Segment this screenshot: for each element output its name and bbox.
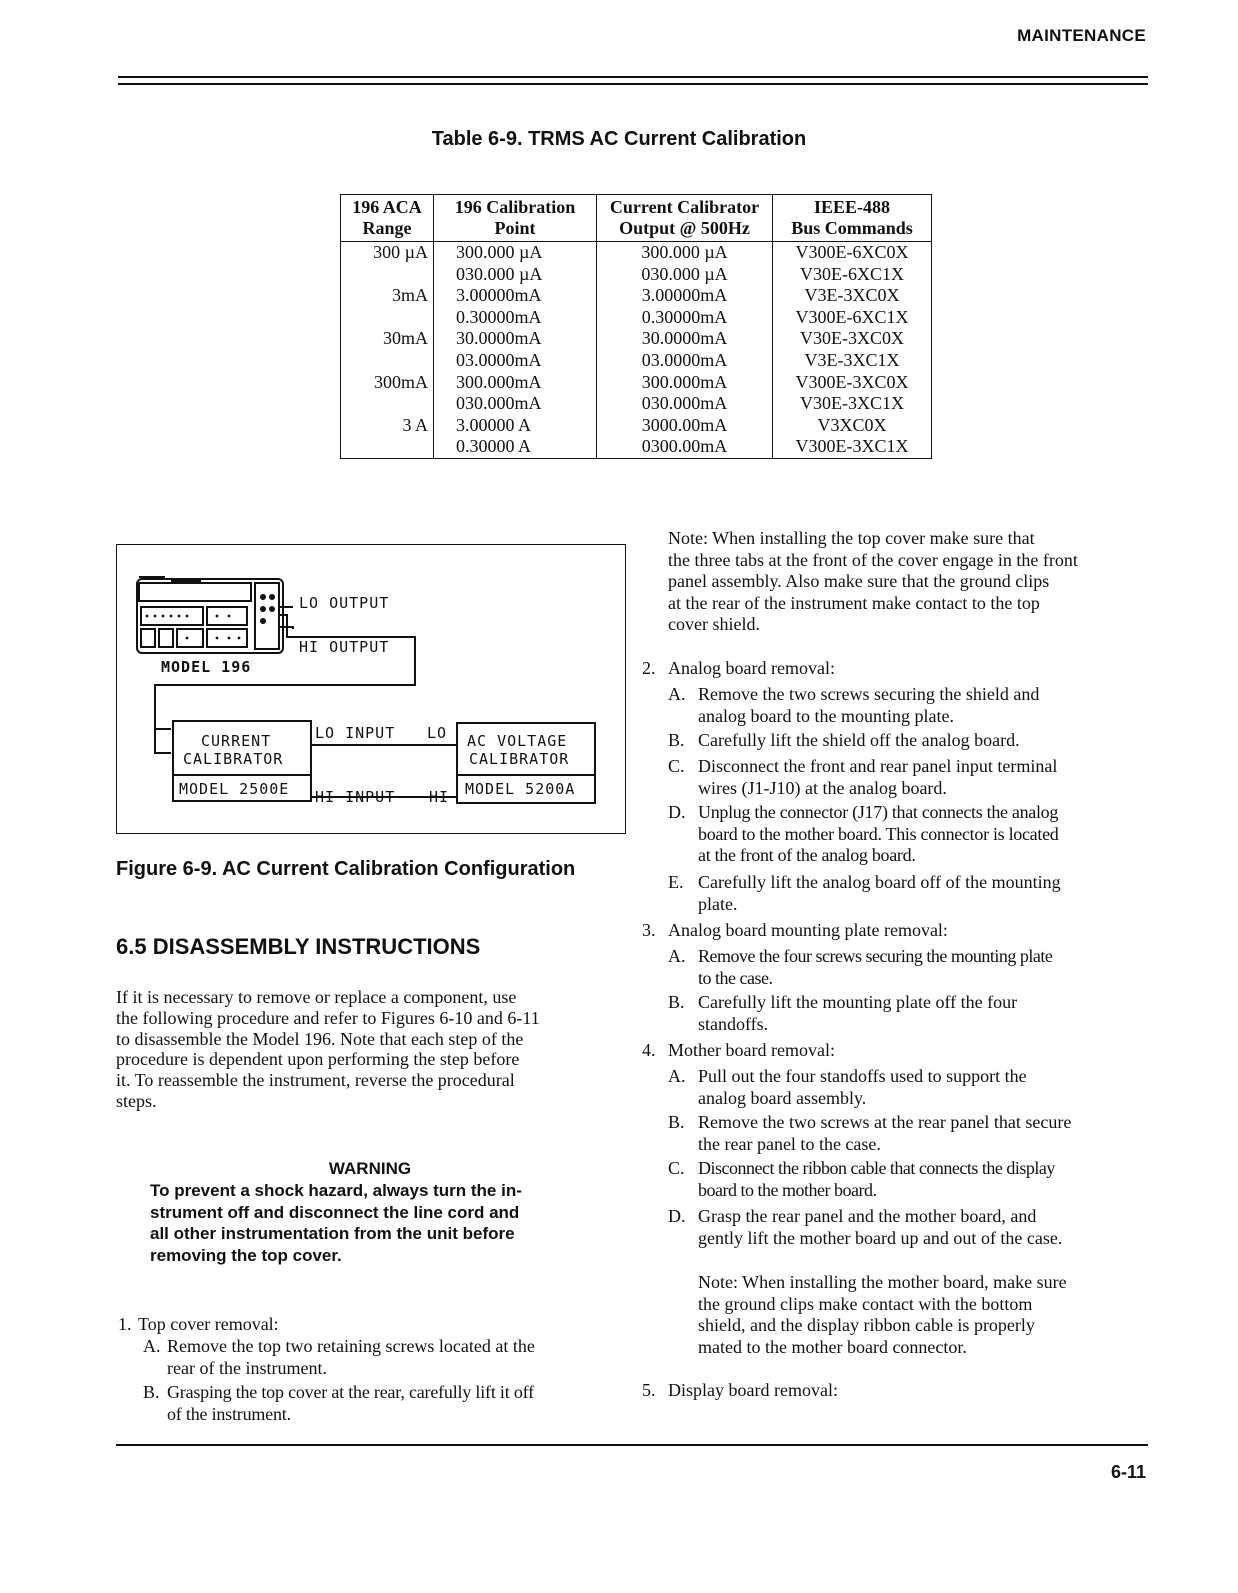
warning-line: all other instrumentation from the unit before — [150, 1224, 515, 1244]
cell-cal-point: 300.000mA — [434, 372, 597, 394]
cell-cal-point: 300.000 µA — [434, 242, 597, 264]
step-number: 1. — [118, 1314, 132, 1334]
step-number: C. — [668, 756, 685, 776]
col-header-bus-commands: IEEE-488 Bus Commands — [773, 195, 932, 242]
table-caption: Table 6-9. TRMS AC Current Calibration — [431, 128, 807, 150]
step-line: gently lift the mother board up and out of the case. — [698, 1227, 1063, 1248]
intro-line: it. To reassemble the instrument, reverse the procedural — [116, 1070, 515, 1091]
cell-range — [341, 350, 434, 372]
warning-block — [150, 1158, 590, 1267]
step-line: Analog board removal: — [668, 658, 835, 678]
cell-bus-command: V3E-3XC1X — [773, 350, 932, 372]
col-header-range: 196 ACA Range — [341, 195, 434, 242]
step-line: cover shield. — [668, 614, 760, 634]
cell-cal-point: 030.000mA — [434, 393, 597, 415]
step-line: the three tabs at the front of the cover engage in the front — [668, 549, 1078, 570]
step-line: Display board removal: — [668, 1380, 838, 1400]
warning-line: To prevent a shock hazard, always turn the in- — [150, 1180, 522, 1200]
step-number: A. — [143, 1336, 161, 1356]
calibration-table — [340, 194, 932, 459]
cell-calibrator-output: 300.000 µA — [597, 242, 773, 264]
warning-line: strument off and disconnect the line cord and — [150, 1202, 520, 1222]
table-row — [341, 285, 932, 307]
cell-calibrator-output: 030.000 µA — [597, 264, 773, 286]
cell-bus-command: V3XC0X — [773, 415, 932, 437]
step-line: Carefully lift the analog board off of the mounting — [698, 872, 1061, 892]
cell-cal-point: 3.00000 A — [434, 415, 597, 437]
step-line: at the front of the analog board. — [698, 845, 916, 865]
step-line: Carefully lift the shield off the analog board. — [698, 730, 1020, 750]
cell-calibrator-output: 0300.00mA — [597, 436, 773, 458]
model-2500e-label: MODEL 2500E — [179, 780, 290, 798]
table-row — [341, 350, 932, 372]
intro-line: procedure is dependent upon performing the step before — [116, 1049, 520, 1070]
step-number: E. — [668, 872, 684, 892]
step-line: standoffs. — [698, 1013, 769, 1034]
table-row — [341, 242, 932, 264]
page-number: 6-11 — [1110, 1462, 1146, 1482]
step-line: Grasping the top cover at the rear, carefully lift it off — [167, 1382, 534, 1402]
step-line: board to the mother board. This connector is located — [698, 823, 1059, 844]
step-line: plate. — [698, 893, 738, 914]
cell-cal-point: 03.0000mA — [434, 350, 597, 372]
step-line: analog board to the mounting plate. — [698, 705, 954, 726]
cell-bus-command: V30E-6XC1X — [773, 264, 932, 286]
step-line: Remove the four screws securing the mounting plate — [698, 946, 1053, 966]
header-rule — [118, 76, 1148, 78]
cell-calibrator-output: 030.000mA — [597, 393, 773, 415]
table-row — [341, 415, 932, 437]
cell-cal-point: 0.30000mA — [434, 307, 597, 329]
step-line: Carefully lift the mounting plate off the four — [698, 992, 1018, 1012]
table-row — [341, 307, 932, 329]
step-line: at the rear of the instrument make contact to the top — [668, 592, 1040, 613]
cell-range — [341, 264, 434, 286]
cell-range: 3mA — [341, 285, 434, 307]
step-line: to the case. — [698, 967, 773, 988]
cell-bus-command: V30E-3XC0X — [773, 328, 932, 350]
model-196-label: MODEL 196 — [161, 658, 252, 676]
intro-line: If it is necessary to remove or replace a component, use — [116, 987, 517, 1007]
warning-line: removing the top cover. — [150, 1246, 342, 1266]
cell-range — [341, 436, 434, 458]
step-line: wires (J1-J10) at the analog board. — [698, 777, 947, 798]
cell-range: 300 µA — [341, 242, 434, 264]
table-row — [341, 328, 932, 350]
step-number: A. — [668, 684, 686, 704]
intro-paragraph — [116, 987, 620, 1112]
col-header-cal-point: 196 Calibration Point — [434, 195, 597, 242]
calibration-diagram — [116, 544, 626, 834]
calibrator-2-label: CALIBRATOR — [469, 750, 570, 768]
cell-cal-point: 0.30000 A — [434, 436, 597, 458]
footer-rule — [116, 1444, 1148, 1446]
cell-cal-point: 3.00000mA — [434, 285, 597, 307]
cell-bus-command: V300E-3XC1X — [773, 436, 932, 458]
cell-range — [341, 393, 434, 415]
intro-line: the following procedure and refer to Figures 6-10 and 6-11 — [116, 1007, 540, 1028]
cell-bus-command: V300E-3XC0X — [773, 372, 932, 394]
step-line: mated to the mother board connector. — [698, 1336, 967, 1357]
step-number: D. — [668, 1206, 686, 1226]
lo-label: LO — [427, 724, 448, 742]
step-number: B. — [143, 1382, 160, 1402]
step-line: Note: When installing the mother board, make sure — [698, 1272, 1067, 1292]
step-line: Remove the two screws securing the shield and — [698, 684, 1040, 704]
step-number: D. — [668, 802, 686, 822]
step-line: Grasp the rear panel and the mother board, and — [698, 1206, 1037, 1226]
cell-bus-command: V30E-3XC1X — [773, 393, 932, 415]
lo-output-label: LO OUTPUT — [299, 594, 390, 612]
step-line: analog board assembly. — [698, 1087, 867, 1108]
cell-cal-point: 30.0000mA — [434, 328, 597, 350]
figure-caption: Figure 6-9. AC Current Calibration Configuration — [116, 858, 576, 880]
step-line: Note: When installing the top cover make sure that — [668, 528, 1035, 548]
step-line: Analog board mounting plate removal: — [668, 920, 948, 940]
step-line: Disconnect the front and rear panel input terminal — [698, 756, 1058, 776]
hi-output-label: HI OUTPUT — [299, 638, 390, 656]
ac-voltage-label: AC VOLTAGE — [467, 732, 568, 750]
step-line: Remove the top two retaining screws located at the — [167, 1336, 535, 1356]
step-number: 3. — [642, 920, 656, 940]
step-number: 5. — [642, 1380, 656, 1400]
step-number: 2. — [642, 658, 656, 678]
cell-range: 300mA — [341, 372, 434, 394]
section-heading: 6.5 DISASSEMBLY INSTRUCTIONS — [116, 934, 481, 959]
header-rule-2 — [118, 83, 1148, 85]
cell-calibrator-output: 3.00000mA — [597, 285, 773, 307]
current-label: CURRENT — [201, 732, 272, 750]
cell-range: 3 A — [341, 415, 434, 437]
cell-bus-command: V300E-6XC1X — [773, 307, 932, 329]
hi-label: HI — [429, 788, 450, 806]
table-row — [341, 264, 932, 286]
warning-title: WARNING — [328, 1159, 412, 1178]
model-5200a-label: MODEL 5200A — [465, 780, 576, 798]
intro-line: steps. — [116, 1090, 157, 1111]
step-number: B. — [668, 992, 685, 1012]
lo-input-label: LO INPUT — [315, 724, 396, 742]
step-number: C. — [668, 1158, 685, 1178]
step-number: A. — [668, 1066, 686, 1086]
col-header-calibrator-output: Current Calibrator Output @ 500Hz — [597, 195, 773, 242]
calibrator-label: CALIBRATOR — [183, 750, 284, 768]
step-line: Remove the two screws at the rear panel that secure — [698, 1112, 1072, 1132]
section-header: MAINTENANCE — [1017, 26, 1146, 45]
table-header-row — [341, 195, 932, 242]
step-line: Disconnect the ribbon cable that connects the display — [698, 1158, 1055, 1178]
step-line: Top cover removal: — [138, 1314, 279, 1334]
table-row — [341, 436, 932, 458]
step-line: Unplug the connector (J17) that connects the analog — [698, 802, 1059, 822]
step-line: board to the mother board. — [698, 1179, 877, 1200]
step-number: B. — [668, 730, 685, 750]
cell-range — [341, 307, 434, 329]
step-line: panel assembly. Also make sure that the ground clips — [668, 571, 1050, 591]
step-line: Mother board removal: — [668, 1040, 835, 1060]
step-line: of the instrument. — [167, 1403, 291, 1424]
table-row — [341, 372, 932, 394]
step-number: A. — [668, 946, 686, 966]
cell-bus-command: V300E-6XC0X — [773, 242, 932, 264]
step-number: 4. — [642, 1040, 656, 1060]
cell-calibrator-output: 0.30000mA — [597, 307, 773, 329]
cell-calibrator-output: 03.0000mA — [597, 350, 773, 372]
step-line: the rear panel to the case. — [698, 1133, 881, 1154]
step-line: the ground clips make contact with the bottom — [698, 1293, 1033, 1314]
cell-calibrator-output: 30.0000mA — [597, 328, 773, 350]
step-line: shield, and the display ribbon cable is properly — [698, 1315, 1035, 1335]
table-row — [341, 393, 932, 415]
intro-line: to disassemble the Model 196. Note that each step of the — [116, 1028, 524, 1049]
hi-input-label: HI INPUT — [315, 788, 396, 806]
cell-range: 30mA — [341, 328, 434, 350]
cell-bus-command: V3E-3XC0X — [773, 285, 932, 307]
model-196-display — [139, 583, 251, 601]
cell-calibrator-output: 300.000mA — [597, 372, 773, 394]
cell-calibrator-output: 3000.00mA — [597, 415, 773, 437]
step-number: B. — [668, 1112, 685, 1132]
step-line: rear of the instrument. — [167, 1357, 327, 1378]
cell-cal-point: 030.000 µA — [434, 264, 597, 286]
step-line: Pull out the four standoffs used to support the — [698, 1066, 1027, 1086]
